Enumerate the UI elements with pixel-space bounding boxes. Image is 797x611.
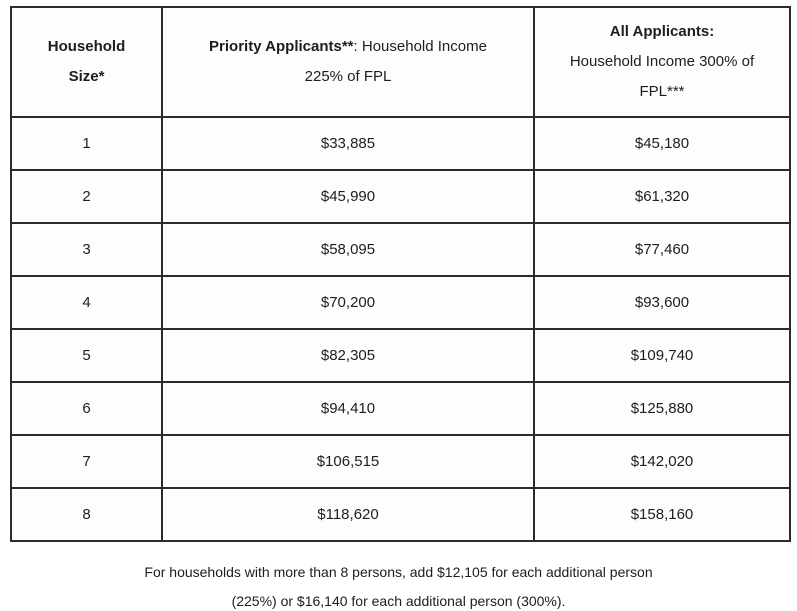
table-row xyxy=(11,117,790,170)
header-all-line3: FPL*** xyxy=(639,83,685,100)
table-row xyxy=(11,170,790,223)
footnote-line-1: For households with more than 8 persons, add $12,105 for each additional person xyxy=(144,564,653,580)
income-limits-table xyxy=(10,6,791,542)
table-row xyxy=(11,435,790,488)
cell-all-income: $142,020 xyxy=(534,435,790,488)
cell-all-income: $158,160 xyxy=(534,488,790,541)
cell-household-size: 3 xyxy=(11,223,162,276)
cell-priority-income: $106,515 xyxy=(162,435,534,488)
header-all-line2: Household Income 300% of xyxy=(569,53,755,70)
header-priority-bold: Priority Applicants** xyxy=(209,38,354,55)
cell-household-size: 1 xyxy=(11,117,162,170)
cell-household-size: 5 xyxy=(11,329,162,382)
cell-priority-income: $58,095 xyxy=(162,223,534,276)
cell-household-size: 8 xyxy=(11,488,162,541)
table-row xyxy=(11,382,790,435)
cell-all-income: $77,460 xyxy=(534,223,790,276)
cell-priority-income: $82,305 xyxy=(162,329,534,382)
header-all-applicants xyxy=(534,7,790,117)
cell-priority-income: $33,885 xyxy=(162,117,534,170)
cell-all-income: $109,740 xyxy=(534,329,790,382)
table-row xyxy=(11,488,790,541)
footnote xyxy=(0,558,797,611)
header-priority-line2: 225% of FPL xyxy=(304,68,392,85)
cell-priority-income: $118,620 xyxy=(162,488,534,541)
cell-all-income: $93,600 xyxy=(534,276,790,329)
table-row xyxy=(11,329,790,382)
cell-household-size: 2 xyxy=(11,170,162,223)
cell-all-income: $61,320 xyxy=(534,170,790,223)
cell-priority-income: $45,990 xyxy=(162,170,534,223)
cell-all-income: $125,880 xyxy=(534,382,790,435)
header-all-bold: All Applicants: xyxy=(609,23,715,40)
cell-household-size: 7 xyxy=(11,435,162,488)
header-household-size-line2: Size* xyxy=(68,68,105,85)
header-household-size xyxy=(11,7,162,117)
header-row xyxy=(11,7,790,117)
header-priority-applicants xyxy=(162,7,534,117)
cell-household-size: 6 xyxy=(11,382,162,435)
header-household-size-line1: Household xyxy=(47,38,126,55)
footnote-line-2: (225%) or $16,140 for each additional person (300%). xyxy=(231,593,566,609)
cell-all-income: $45,180 xyxy=(534,117,790,170)
cell-household-size: 4 xyxy=(11,276,162,329)
table-row xyxy=(11,276,790,329)
table-row xyxy=(11,223,790,276)
cell-priority-income: $70,200 xyxy=(162,276,534,329)
cell-priority-income: $94,410 xyxy=(162,382,534,435)
header-priority-regular: : Household Income xyxy=(353,38,487,55)
